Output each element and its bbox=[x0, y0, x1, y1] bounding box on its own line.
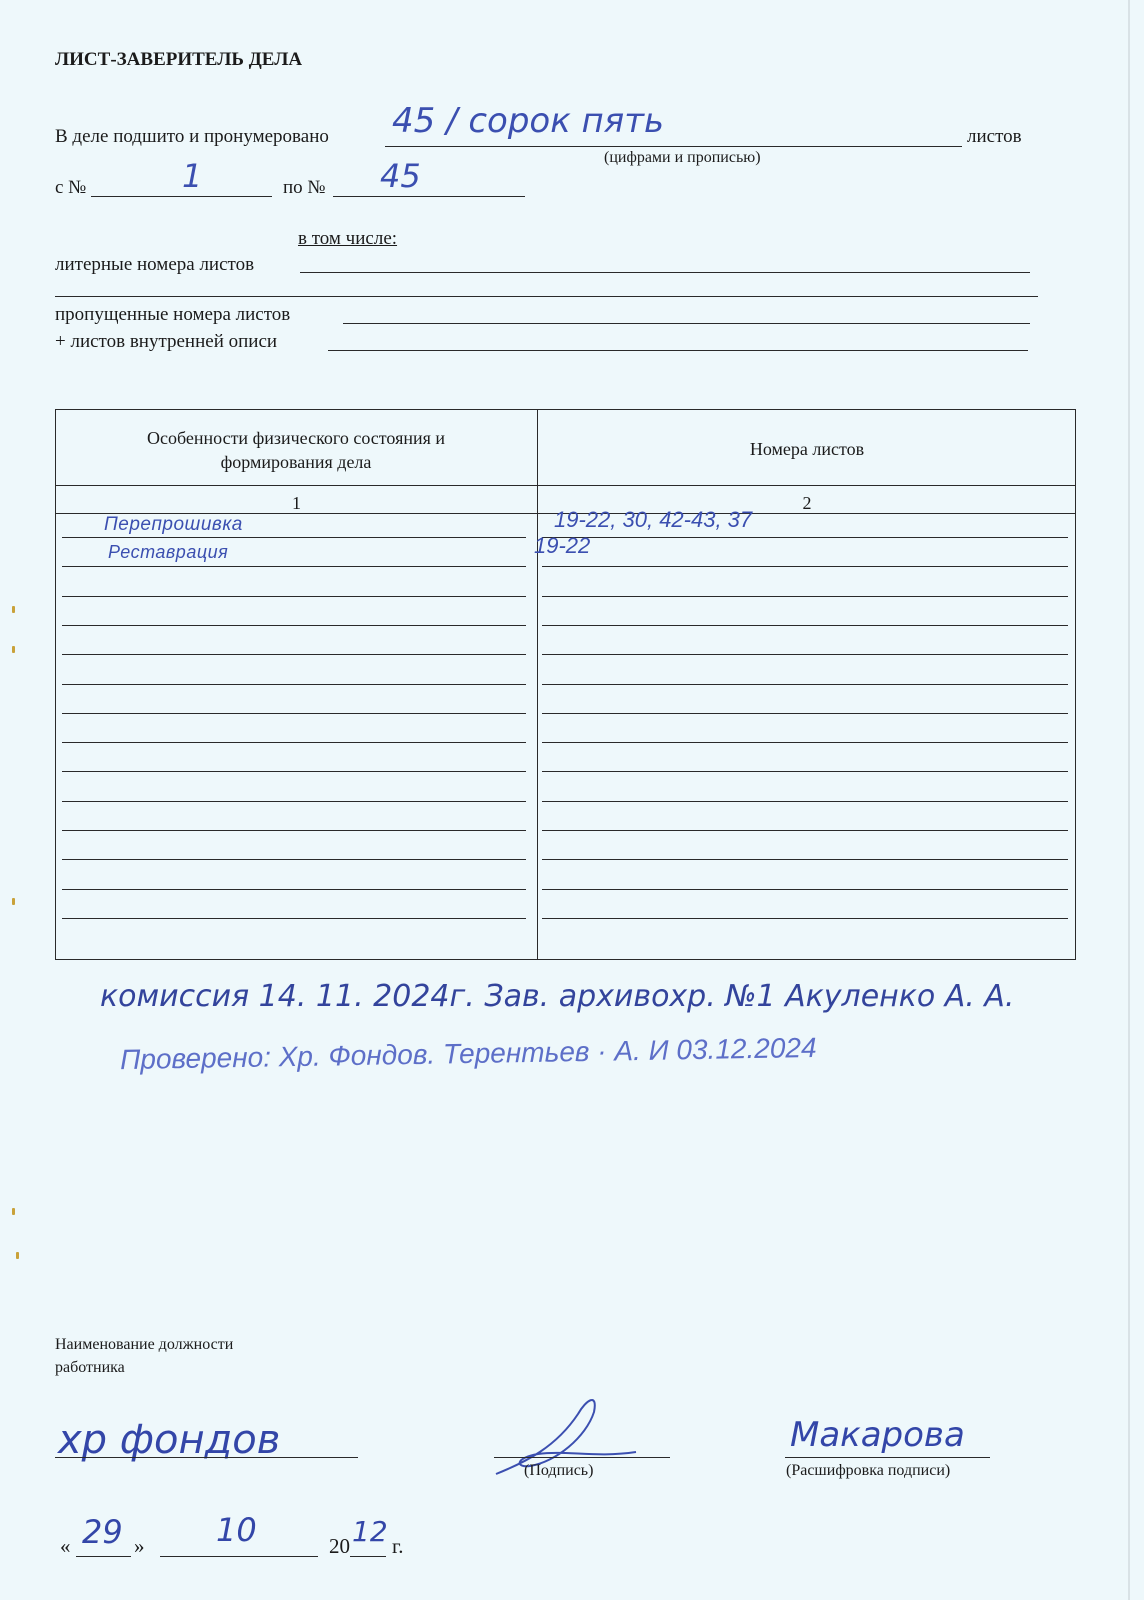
position-value-handwritten: хр фондов bbox=[58, 1417, 281, 1463]
table-rule-col2 bbox=[542, 625, 1068, 626]
table-rule-col1 bbox=[62, 713, 526, 714]
scan-speck bbox=[12, 1208, 15, 1215]
table-rule-col2 bbox=[542, 566, 1068, 567]
letter-numbers-line bbox=[300, 272, 1030, 273]
position-value-line bbox=[55, 1457, 358, 1458]
table-rule-col1 bbox=[62, 596, 526, 597]
table-rule-col2 bbox=[542, 859, 1068, 860]
scan-speck bbox=[12, 646, 15, 653]
sheets-count-hint: (цифрами и прописью) bbox=[604, 149, 761, 166]
table-rule-col2 bbox=[542, 771, 1068, 772]
table-rule-col2 bbox=[542, 713, 1068, 714]
table-rule-col1 bbox=[62, 771, 526, 772]
date-open-quote: « bbox=[60, 1534, 71, 1558]
from-number-label: с № bbox=[55, 177, 87, 198]
to-number-handwritten: 45 bbox=[380, 157, 421, 195]
table-rule-col1 bbox=[62, 537, 526, 538]
date-close-quote: » bbox=[134, 1534, 145, 1558]
table-row-2-sheet-numbers: 19-22 bbox=[534, 533, 591, 558]
from-number-handwritten: 1 bbox=[182, 157, 203, 195]
date-month-handwritten: 10 bbox=[216, 1511, 257, 1549]
table-header-sheet-numbers: Номера листов bbox=[749, 439, 865, 459]
year-suffix: г. bbox=[392, 1534, 404, 1558]
table-row-1-condition: Перепрошивка bbox=[104, 514, 243, 535]
table-rule-col1 bbox=[62, 684, 526, 685]
including-label: в том числе: bbox=[298, 228, 398, 249]
table-rule-col1 bbox=[62, 859, 526, 860]
table-rule-col2 bbox=[542, 654, 1068, 655]
table-rule-col2 bbox=[542, 596, 1068, 597]
date-day-handwritten: 29 bbox=[82, 1513, 123, 1551]
signature-caption: (Подпись) bbox=[524, 1462, 594, 1479]
document-title: ЛИСТ-ЗАВЕРИТЕЛЬ ДЕЛА bbox=[55, 49, 303, 70]
from-number-line bbox=[91, 196, 272, 197]
table-rule-col1 bbox=[62, 566, 526, 567]
page-edge-divider bbox=[1128, 0, 1130, 1600]
missing-numbers-label: пропущенные номера листов bbox=[55, 304, 291, 325]
position-label-line-2: работника bbox=[55, 1359, 125, 1376]
year-prefix: 20 bbox=[329, 1534, 350, 1558]
table-rule-col1 bbox=[62, 654, 526, 655]
table-rule-col1 bbox=[62, 889, 526, 890]
table-rule-col1 bbox=[62, 801, 526, 802]
date-month-line bbox=[160, 1556, 318, 1557]
table-rule-col2 bbox=[542, 918, 1068, 919]
table-rule-col2 bbox=[542, 684, 1068, 685]
sheets-suffix: листов bbox=[967, 126, 1022, 147]
table-rule-col2 bbox=[542, 889, 1068, 890]
scan-speck bbox=[16, 1252, 19, 1259]
to-number-line bbox=[333, 196, 525, 197]
decode-value-handwritten: Макарова bbox=[790, 1415, 965, 1455]
scan-speck bbox=[12, 606, 15, 613]
letter-numbers-line-2 bbox=[55, 296, 1038, 297]
table-rule-col2 bbox=[542, 537, 1068, 538]
year-line bbox=[350, 1556, 386, 1557]
condition-table bbox=[55, 409, 1076, 960]
table-row-2-condition: Реставрация bbox=[108, 542, 229, 562]
table-header-condition: Особенности физического состояния и формирования дела bbox=[146, 428, 446, 473]
table-rule-col1 bbox=[62, 830, 526, 831]
sheets-count-label: В деле подшито и пронумеровано bbox=[55, 126, 329, 147]
table-rule-col1 bbox=[62, 742, 526, 743]
table-header-divider bbox=[56, 485, 1075, 486]
table-rule-col2 bbox=[542, 742, 1068, 743]
inner-inventory-label: + листов внутренней описи bbox=[55, 331, 278, 352]
table-colnum-1: 1 bbox=[292, 493, 301, 513]
scan-speck bbox=[12, 898, 15, 905]
decode-caption: (Расшифровка подписи) bbox=[786, 1462, 951, 1479]
signature-line bbox=[494, 1457, 670, 1458]
letter-numbers-label: литерные номера листов bbox=[55, 254, 255, 275]
date-day-line bbox=[76, 1556, 131, 1557]
inner-inventory-line bbox=[328, 350, 1028, 351]
table-rule-col1 bbox=[62, 918, 526, 919]
to-number-label: по № bbox=[283, 177, 326, 198]
table-row-1-sheet-numbers: 19-22, 30, 42-43, 37 bbox=[554, 507, 753, 532]
table-rule-col2 bbox=[542, 830, 1068, 831]
table-rule-col1 bbox=[62, 625, 526, 626]
commission-note: комиссия 14. 11. 2024г. Зав. архивохр. №1 Акуленко А. А. bbox=[100, 979, 1015, 1014]
table-rule-col2 bbox=[542, 801, 1068, 802]
missing-numbers-line bbox=[343, 323, 1030, 324]
decode-line bbox=[785, 1457, 990, 1458]
table-colnum-2: 2 bbox=[802, 493, 812, 513]
position-label-line-1: Наименование должности bbox=[55, 1336, 234, 1353]
sheets-count-handwritten: 45 / сорок пять bbox=[392, 101, 665, 141]
verification-note: Проверено: Хр. Фондов. Терентьев · А. И 03.12.2024 bbox=[119, 1031, 817, 1076]
year-value-handwritten: 12 bbox=[352, 1515, 388, 1548]
sheets-count-line bbox=[385, 146, 962, 147]
